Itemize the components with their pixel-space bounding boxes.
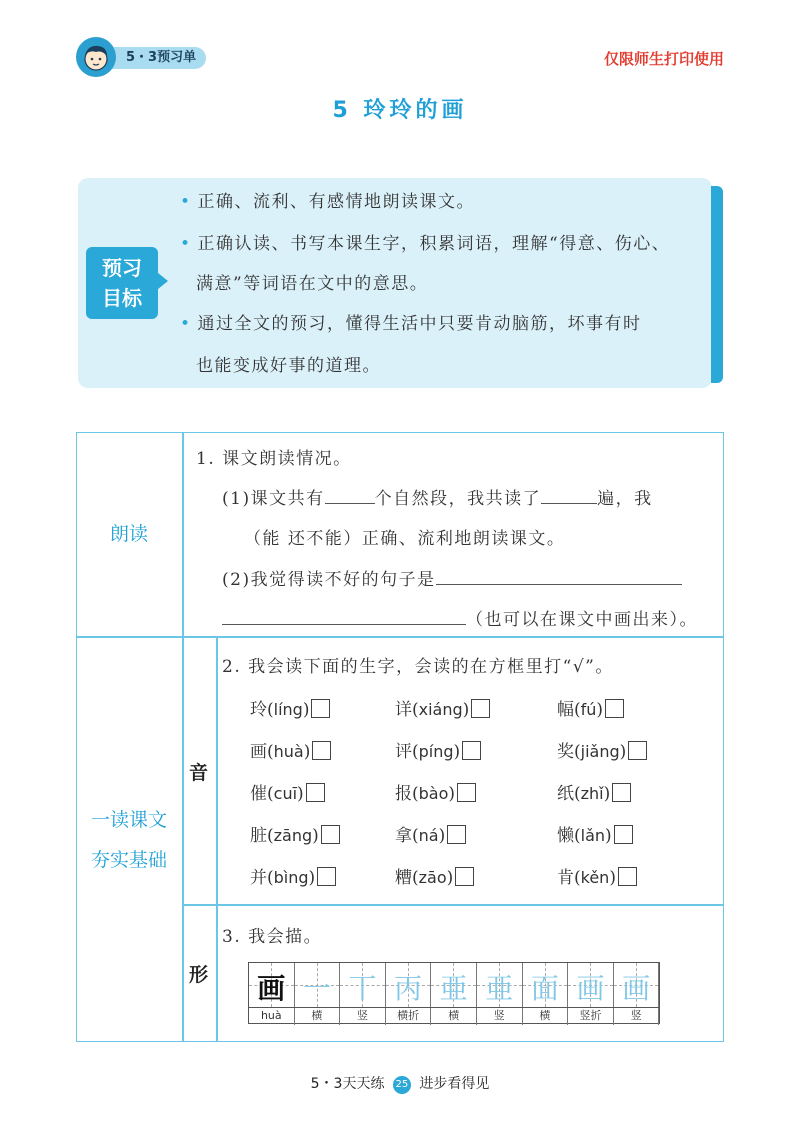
stroke-name: 竖 bbox=[614, 1008, 660, 1025]
paragraph-count-blank[interactable] bbox=[325, 503, 375, 504]
character: 肯 bbox=[557, 868, 574, 888]
goals-label bbox=[86, 247, 158, 319]
pinyin: líng bbox=[273, 700, 303, 719]
character-item: 报(bào) bbox=[395, 779, 476, 804]
page-number: 25 bbox=[393, 1076, 411, 1094]
pinyin: bìng bbox=[273, 868, 309, 887]
check-box[interactable] bbox=[471, 699, 490, 718]
character-item: 糟(zāo) bbox=[395, 863, 474, 888]
footer-left: 5・3天天练 bbox=[310, 1076, 385, 1092]
goal-item-continued: 满意”等词语在文中的意思。 bbox=[196, 274, 429, 294]
character: 奖 bbox=[557, 742, 574, 762]
trace-glyph: 画 bbox=[576, 972, 605, 1005]
check-box[interactable] bbox=[457, 783, 476, 802]
model-char: 画 bbox=[257, 972, 286, 1005]
stroke-order-row bbox=[249, 1007, 659, 1024]
page-footer bbox=[0, 1073, 800, 1094]
pinyin: zāng bbox=[273, 826, 313, 845]
pinyin: bào bbox=[418, 784, 449, 803]
character-item: 纸(zhǐ) bbox=[557, 779, 631, 804]
character: 懒 bbox=[557, 826, 574, 846]
character: 幅 bbox=[557, 700, 574, 720]
pinyin: cuī bbox=[273, 784, 298, 803]
grid-pinyin: huà bbox=[249, 1008, 295, 1025]
reading-label: 朗读 bbox=[109, 523, 148, 545]
goals-label-line2: 目标 bbox=[102, 286, 142, 310]
check-box[interactable] bbox=[306, 783, 325, 802]
goal-item: • 通过全文的预习，懂得生活中只要肯动脑筋，坏事有时 bbox=[180, 314, 642, 334]
stroke-name: 横折 bbox=[386, 1008, 432, 1025]
trace-cell[interactable] bbox=[431, 963, 477, 1007]
mascot-icon bbox=[76, 37, 116, 77]
check-box[interactable] bbox=[312, 741, 331, 760]
lesson-title: 5 玲玲的画 bbox=[332, 98, 468, 123]
character-item: 画(huà) bbox=[250, 737, 331, 762]
character: 并 bbox=[250, 868, 267, 888]
trace-glyph: 丅 bbox=[348, 972, 377, 1005]
trace-glyph: 一 bbox=[302, 972, 331, 1005]
footer-right: 进步看得见 bbox=[419, 1076, 490, 1092]
character-item: 脏(zāng) bbox=[250, 821, 340, 846]
trace-cell[interactable] bbox=[477, 963, 523, 1007]
trace-glyph: 亜 bbox=[485, 972, 514, 1005]
pinyin: zhǐ bbox=[580, 784, 604, 803]
sub-row-divider bbox=[182, 904, 724, 906]
character-item: 评(píng) bbox=[395, 737, 481, 762]
character: 报 bbox=[395, 784, 412, 804]
row-divider bbox=[76, 636, 724, 638]
stroke-name: 横 bbox=[431, 1008, 477, 1025]
tracing-grid bbox=[248, 962, 660, 1024]
check-box[interactable] bbox=[462, 741, 481, 760]
character: 催 bbox=[250, 784, 267, 804]
character-item: 奖(jiǎng) bbox=[557, 737, 647, 762]
character-item: 幅(fú) bbox=[557, 695, 624, 720]
pinyin: píng bbox=[418, 742, 454, 761]
series-badge-text: 5・3预习单 bbox=[126, 50, 197, 65]
check-box[interactable] bbox=[614, 825, 633, 844]
goal-item-continued: 也能变成好事的道理。 bbox=[196, 356, 381, 376]
check-box[interactable] bbox=[447, 825, 466, 844]
column-divider bbox=[182, 432, 184, 1042]
trace-glyph: 画 bbox=[622, 972, 651, 1005]
character: 画 bbox=[250, 742, 267, 762]
character: 评 bbox=[395, 742, 412, 762]
trace-cell[interactable] bbox=[614, 963, 660, 1007]
pinyin: xiáng bbox=[418, 700, 463, 719]
shape-label: 形 bbox=[189, 964, 209, 986]
check-box[interactable] bbox=[612, 783, 631, 802]
check-box[interactable] bbox=[311, 699, 330, 718]
character: 玲 bbox=[250, 700, 267, 720]
basics-label-line2: 夯实基础 bbox=[90, 849, 167, 871]
check-box[interactable] bbox=[618, 867, 637, 886]
question-3: 3. 我会描。 bbox=[222, 927, 323, 947]
basics-label bbox=[76, 800, 182, 880]
question-1: 1. 课文朗读情况。 bbox=[196, 449, 352, 469]
character-item: 懒(lǎn) bbox=[557, 821, 633, 846]
stroke-name: 竖 bbox=[340, 1008, 386, 1025]
pinyin: huà bbox=[273, 742, 304, 761]
check-box[interactable] bbox=[628, 741, 647, 760]
question-1b-line2: （也可以在课文中画出来）。 bbox=[222, 605, 698, 630]
print-restriction-note: 仅限师生打印使用 bbox=[603, 50, 724, 68]
goals-label-line1: 预习 bbox=[102, 256, 142, 280]
question-2: 2. 我会读下面的生字，会读的在方框里打“√”。 bbox=[222, 657, 614, 677]
basics-label-line1: 一读课文 bbox=[90, 809, 167, 831]
trace-glyph: 面 bbox=[530, 972, 559, 1005]
trace-cell[interactable] bbox=[295, 963, 341, 1007]
pinyin: zāo bbox=[418, 868, 447, 887]
goal-item: • 正确、流利、有感情地朗读课文。 bbox=[180, 192, 476, 212]
character-item: 拿(ná) bbox=[395, 821, 466, 846]
stroke-name: 横 bbox=[295, 1008, 341, 1025]
character: 脏 bbox=[250, 826, 267, 846]
character-item: 并(bìng) bbox=[250, 863, 336, 888]
pinyin: kěn bbox=[580, 868, 610, 887]
pinyin: fú bbox=[580, 700, 597, 719]
pinyin: ná bbox=[418, 826, 439, 845]
sub-column-divider bbox=[216, 636, 218, 1042]
model-char-cell bbox=[249, 963, 295, 1007]
stroke-name: 竖折 bbox=[568, 1008, 614, 1025]
trace-cell[interactable] bbox=[340, 963, 386, 1007]
stroke-name: 横 bbox=[523, 1008, 569, 1025]
check-box[interactable] bbox=[455, 867, 474, 886]
character-item: 催(cuī) bbox=[250, 779, 325, 804]
bullet-icon: • bbox=[180, 234, 192, 254]
sound-label: 音 bbox=[189, 762, 209, 784]
goal-item: • 正确认读、书写本课生字，积累词语，理解“得意、伤心、 bbox=[180, 234, 671, 254]
check-box[interactable] bbox=[317, 867, 336, 886]
check-box[interactable] bbox=[605, 699, 624, 718]
check-box[interactable] bbox=[321, 825, 340, 844]
character-item: 肯(kěn) bbox=[557, 863, 637, 888]
character: 详 bbox=[395, 700, 412, 720]
trace-glyph: 亜 bbox=[439, 972, 468, 1005]
character: 拿 bbox=[395, 826, 412, 846]
trace-cell[interactable] bbox=[568, 963, 614, 1007]
character-item: 玲(líng) bbox=[250, 695, 330, 720]
character-item: 详(xiáng) bbox=[395, 695, 490, 720]
bullet-icon: • bbox=[180, 314, 192, 334]
trace-cell[interactable] bbox=[386, 963, 432, 1007]
character: 糟 bbox=[395, 868, 412, 888]
pinyin: lǎn bbox=[580, 826, 606, 845]
question-1a-line2: （能 还不能）正确、流利地朗读课文。 bbox=[244, 529, 566, 549]
stroke-name: 竖 bbox=[477, 1008, 523, 1025]
question-1a: (1)课文共有 个自然段，我共读了 遍，我 bbox=[222, 489, 653, 509]
question-1b: (2)我觉得读不好的句子是 bbox=[222, 565, 682, 590]
trace-cell[interactable] bbox=[523, 963, 569, 1007]
sentence-blank[interactable] bbox=[436, 584, 682, 585]
character: 纸 bbox=[557, 784, 574, 804]
pinyin: jiǎng bbox=[580, 742, 620, 761]
read-times-blank[interactable] bbox=[541, 503, 597, 504]
trace-glyph: 丙 bbox=[394, 972, 423, 1005]
bullet-icon: • bbox=[180, 192, 192, 212]
sentence-blank-2[interactable] bbox=[222, 624, 466, 625]
